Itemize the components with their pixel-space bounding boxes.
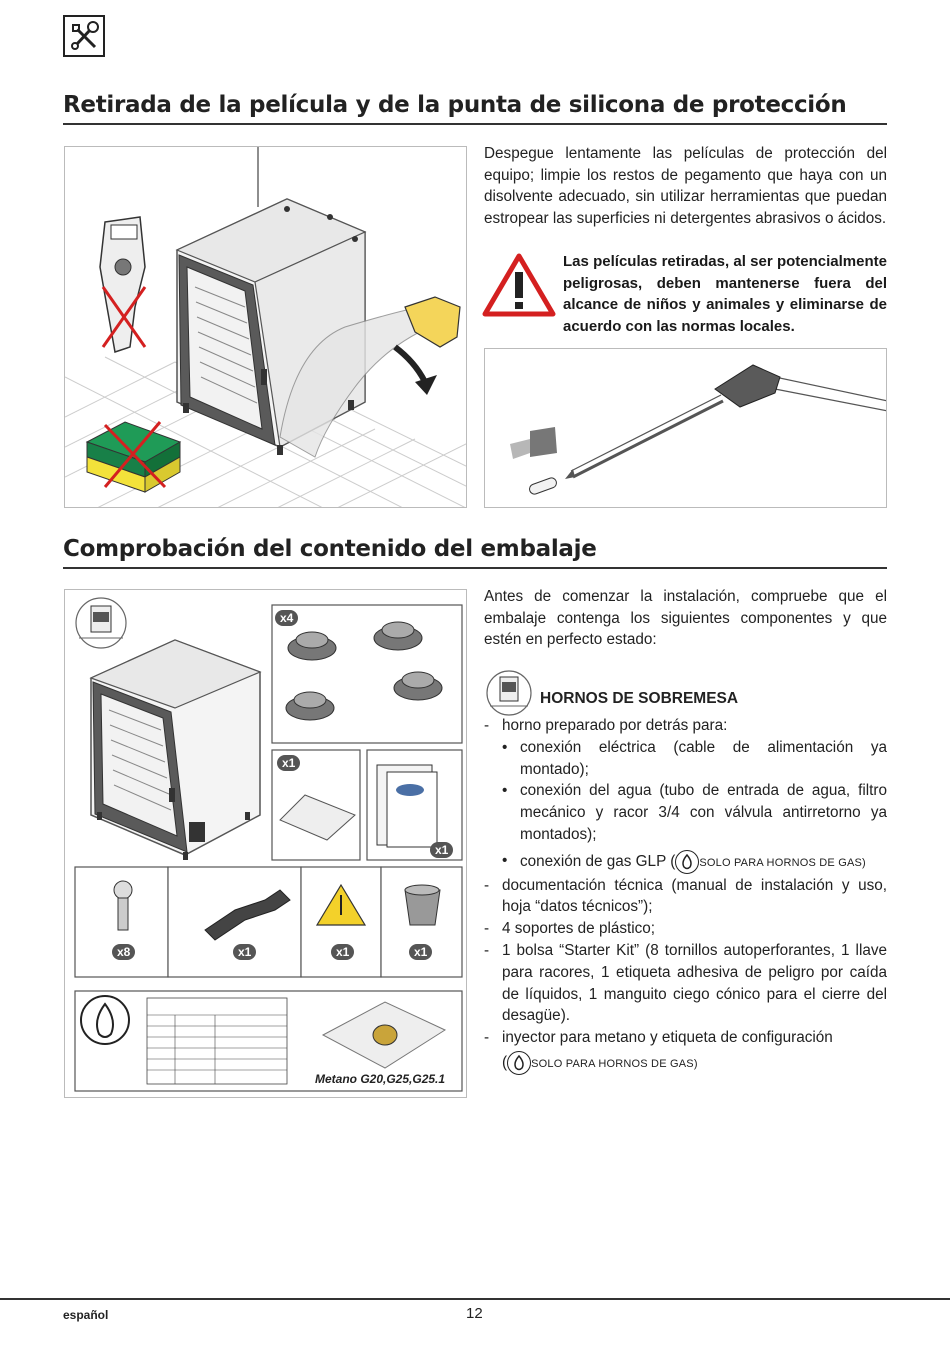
section-title-film-removal: Retirada de la película y de la punta de silicona de protección [63,92,847,118]
count-badge-docs: x1 [430,842,453,858]
maintenance-tool-icon [63,15,105,57]
package-contents-list [484,715,887,1076]
title-rule [63,123,887,125]
count-badge-label: x1 [331,944,354,960]
list-item: - 1 bolsa “Starter Kit” (8 tornillos autoperforantes, 1 llave para racores, 1 etiqueta adhesiva de peligro por caída de líquidos, 1 manguito ciego cónico para el cierre del desagüe). [484,940,887,1027]
methane-injector-caption: Metano G20,G25,G25.1 [315,1072,446,1086]
list-item: - documentación técnica (manual de instalación y uso, hoja “datos técnicos”); [484,875,887,919]
list-item: - inyector para metano y etiqueta de configuración ( SOLO PARA HORNOS DE GAS) [484,1027,887,1076]
count-badge-bag: x1 [277,755,300,771]
list-subitem: • conexión de gas GLP ( SOLO PARA HORNOS DE GAS) [502,850,887,875]
package-contents-illustration [64,589,467,1098]
list-subitem: • conexión eléctrica (cable de alimentación ya montado); [502,737,887,781]
countertop-oven-icon [484,668,534,718]
count-badge-cap: x1 [409,944,432,960]
film-removal-illustration [64,146,467,508]
list-item: - horno preparado por detrás para: • conexión eléctrica (cable de alimentación ya montado); • conexión del agua (tubo de entrada de agua, filtro mecánico y racor 3/4 con válvula antirretorno ya montados); • conexión de gas GLP ( SOLO PARA HORNOS DE GAS) [484,715,887,875]
list-subitem: • conexión del agua (tubo de entrada de agua, filtro mecánico y racor 3/4 con válvula antirretorno ya montados); [502,780,887,845]
countertop-ovens-heading: HORNOS DE SOBREMESA [540,690,739,707]
gas-flame-icon [675,850,699,874]
page-number: 12 [466,1305,483,1322]
count-badge-wrench: x1 [233,944,256,960]
list-item: - 4 soportes de plástico; [484,918,887,940]
count-badge-screws: x8 [112,944,135,960]
silicone-tip-illustration [484,348,887,508]
warning-text: Las películas retiradas, al ser potencialmente peligrosas, deben mantenerse fuera del alcance de niños y animales y eliminarse de acuerdo con las normas locales. [563,253,887,335]
count-badge-supports: x4 [275,610,298,626]
title-rule [63,567,887,569]
section-title-package-contents: Comprobación del contenido del embalaje [63,536,597,562]
film-removal-paragraph: Despegue lentamente las películas de protección del equipo; limpie los restos de pegamento que haya con un disolvente adecuado, sin utilizar herramientas que puedan estropear las superficies ni detergentes abrasivos o ácidos. [484,145,887,227]
footer-rule [0,1298,950,1300]
gas-flame-icon [507,1051,531,1075]
footer-language: español [63,1308,109,1322]
package-intro-paragraph: Antes de comenzar la instalación, compruebe que el embalaje contenga los siguientes componentes y que estén en perfecto estado: [484,588,887,648]
warning-icon [482,252,556,318]
